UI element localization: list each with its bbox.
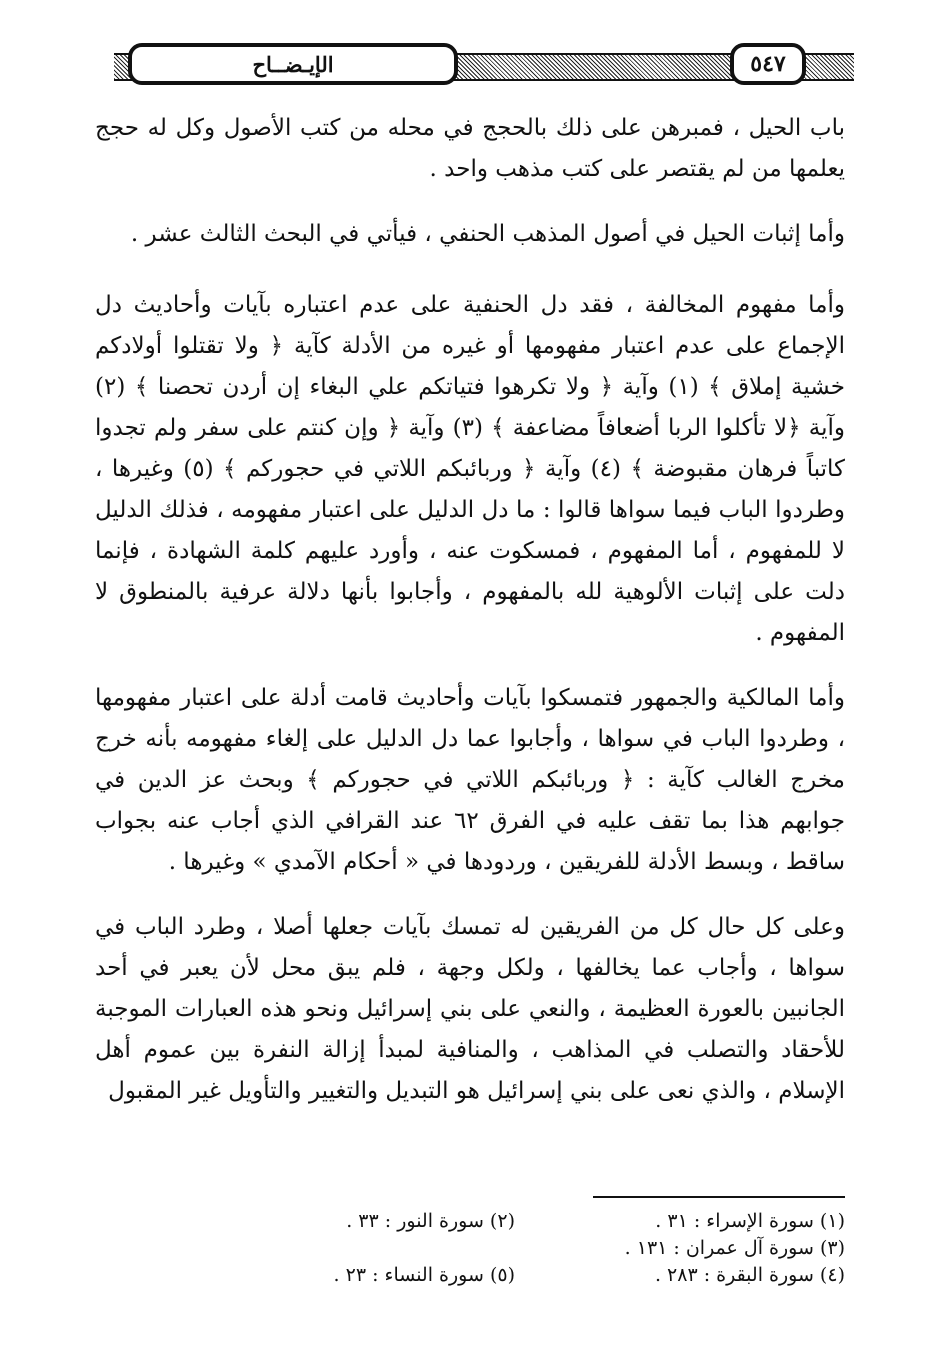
paragraph-3: وأما مفهوم المخالفة ، فقد دل الحنفية على عدم اعتباره بآيات وأحاديث دل الإجماع على عدم اعتبار مفهومها أو غيره من الأدلة كآية ﴿ ولا تقتلوا أولادكم خشية إملاق ﴾ (١) وآية ﴿ ولا تكرهوا فتياتكم علي البغاء إن أردن تحصنا ﴾ (٢) وآية ﴿لا تأكلوا الربا أضعافاً مضاعفة ﴾ (٣) وآية ﴿ وإن كنتم على سفر ولم تجدوا كاتباً فرهان مقبوضة ﴾ (٤) وآية ﴿ وربائبكم اللاتي في حجوركم ﴾ (٥) وغيرها ، وطردوا الباب فيما سواها قالوا : ما دل الدليل على اعتبار مفهومه ، فذلك الدليل لا للمفهوم ، أما المفهوم ، فمسكوت عنه ، وأورد عليهم كلمة الشهادة ، فإنما دلت على إثبات الألوهية لله بالمفهوم ، وأجابوا بأنها دلالة عرفية بالمنطوق لا المفهوم . [95, 292, 846, 646]
paragraph-5: وعلى كل حال كل من الفريقين له تمسك بآيات جعلها أصلا ، وطرد الباب في سواها ، وأجاب عما يخالفها ، ولكل وجهة ، فلم يبق محل لأن يعبر في أحد الجانبين بالعورة العظيمة ، والنعي على بني إسرائيل ونحو هذه العبارات الموجبة للأحقاد والتصلب في المذاهب ، والمنافية لمبدأ إزالة النفرة بين عموم أهل الإسلام ، والذي نعى على بني إسرائيل هو التبديل والتغيير والتأويل غير المقبول [95, 914, 845, 1104]
footnote-3: (٣) سورة آل عمران : ١٣١ . [624, 1237, 845, 1259]
paragraph-4: وأما المالكية والجمهور فتمسكوا بآيات وأحاديث قامت أدلة على اعتبار مفهومها ، وطردوا الباب في سواها ، وأجابوا عما دل الدليل على إلغاء مفهومه بأنه خرج مخرج الغالب كآية : ﴿ وربائبكم اللاتي في حجوركم ﴾ وبحث عز الدين في جوابهم هذا بما تقف عليه في الفرق ٦٢ عند القرافي الذي أجاب عنه بجواب ساقط ، وبسط الأدلة للفريقين ، وردودها في « أحكام الآمدي » وغيرها . [95, 685, 845, 875]
footnote-5: (٥) سورة النساء : ٢٣ . [333, 1264, 515, 1286]
footnote-row [225, 1208, 845, 1235]
footnote-1: (١) سورة الإسراء : ٣١ . [655, 1210, 845, 1232]
footnote-4: (٤) سورة البقرة : ٢٨٣ . [654, 1264, 845, 1286]
page-number: ٥٤٧ [730, 43, 806, 85]
running-header [114, 41, 854, 91]
main-text [95, 108, 845, 1136]
paragraph-2: وأما إثبات الحيل في أصول المذهب الحنفي ، فيأتي في البحث الثالث عشر . [130, 221, 845, 247]
footnote-row [225, 1235, 845, 1262]
footnotes [225, 1208, 845, 1289]
paragraph-1: باب الحيل ، فمبرهن على ذلك بالحجج في محله من كتب الأصول وكل له حجج يعلمها من لم يقتصر على كتب مذهب واحد . [95, 115, 845, 182]
footnote-row [225, 1262, 845, 1289]
footnote-separator [593, 1196, 845, 1198]
book-title: الإيـضــاح [128, 43, 458, 85]
footnote-2: (٢) سورة النور : ٣٣ . [346, 1210, 515, 1232]
